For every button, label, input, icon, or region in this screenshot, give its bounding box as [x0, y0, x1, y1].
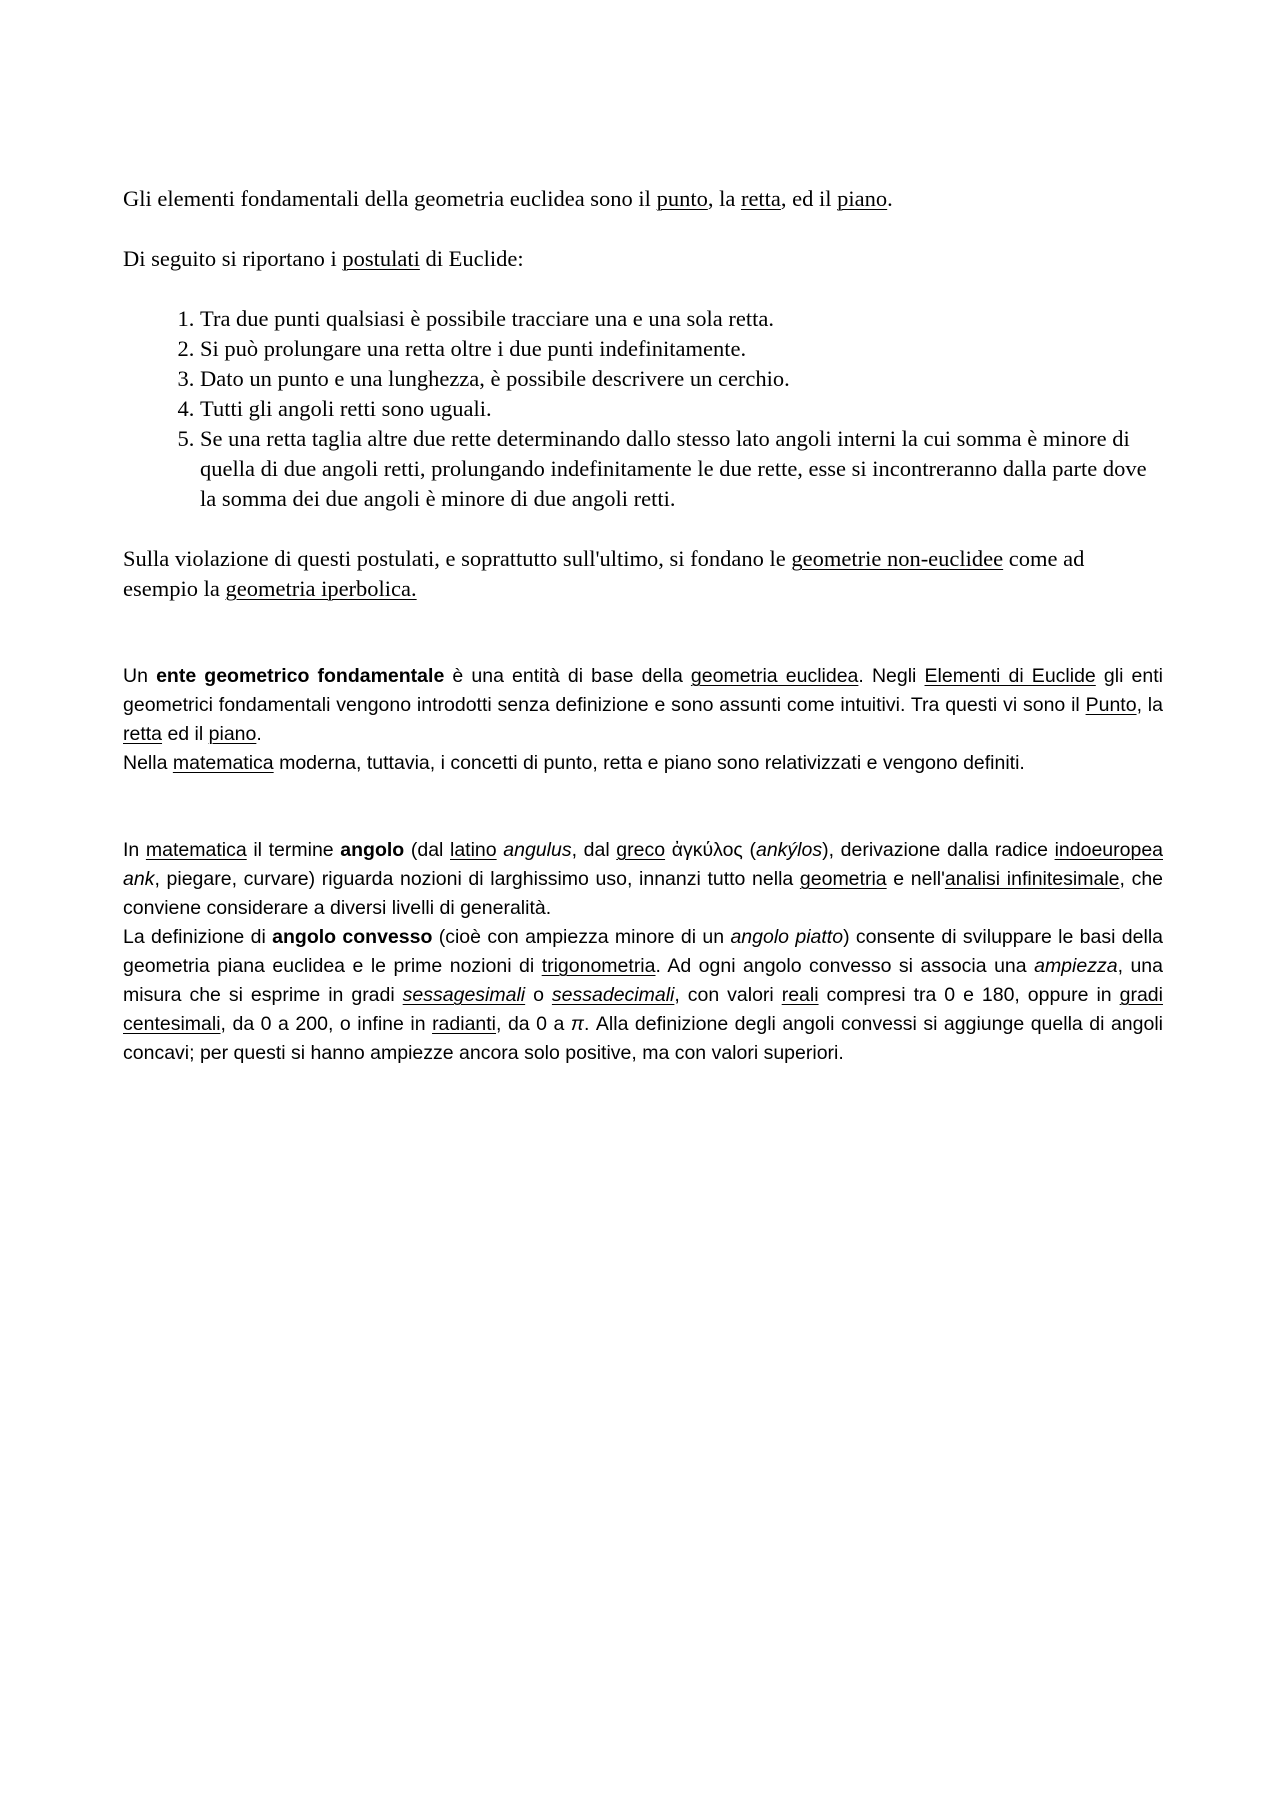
link-sessadecimali[interactable]: sessadecimali: [551, 984, 675, 1006]
link-latino[interactable]: latino: [450, 839, 497, 861]
angolo-convesso-paragraph: [123, 923, 1163, 1068]
text: , la: [707, 186, 741, 211]
text: ἀγκύλος (: [665, 839, 756, 861]
link-matematica[interactable]: matematica: [172, 752, 274, 774]
text: (cioè con ampiezza minore di un: [432, 926, 731, 948]
angolo-paragraph: [123, 836, 1163, 923]
link-piano[interactable]: piano: [837, 186, 888, 211]
text: . Negli: [858, 665, 925, 687]
ente-modern-paragraph: [123, 749, 1163, 778]
italic-term: ank: [123, 868, 155, 890]
text: .: [887, 186, 893, 211]
text: ) consente di sviluppare le basi della geometria piana euclidea e le prime nozioni di: [123, 926, 1163, 977]
postulate-item: 2. Si può prolungare una retta oltre i due punti indefinitamente.: [200, 334, 1163, 364]
postulate-item: 1. Tra due punti qualsiasi è possibile tracciare una e una sola retta.: [200, 304, 1163, 334]
text: come ad esempio la: [123, 546, 1085, 601]
text: , ed il: [780, 186, 838, 211]
text: , piegare, curvare) riguarda nozioni di larghissimo uso, innanzi tutto nella: [154, 868, 800, 890]
text: , dal: [571, 839, 617, 861]
bold-term: angolo convesso: [272, 926, 433, 948]
text: di Euclide:: [419, 246, 524, 271]
link-geometria[interactable]: geometria: [799, 868, 887, 890]
link-radianti[interactable]: radianti: [432, 1013, 497, 1035]
link-analisi-infinitesimale[interactable]: analisi infinitesimale: [944, 868, 1120, 890]
text: , da 0 a 200, o infine in: [220, 1013, 433, 1035]
postulates-intro: [123, 244, 1163, 274]
text: . Ad ogni angolo convesso si associa una: [655, 955, 1035, 977]
text: ), derivazione dalla radice: [822, 839, 1055, 861]
italic-term: π: [570, 1013, 584, 1035]
text: o: [525, 984, 552, 1006]
link-postulati[interactable]: postulati: [342, 246, 420, 271]
ente-section: [123, 662, 1163, 778]
text: Gli elementi fondamentali della geometria euclidea sono il: [123, 186, 657, 211]
text: compresi tra 0 e 180, oppure in: [818, 984, 1120, 1006]
bold-term: ente geometrico fondamentale: [156, 665, 445, 687]
text: , da 0 a: [496, 1013, 571, 1035]
text: , che conviene considerare a diversi livelli di generalità.: [123, 868, 1164, 919]
text: ed il: [162, 723, 209, 745]
angolo-section: [123, 836, 1163, 1068]
postulates-list: [123, 304, 1163, 514]
link-retta[interactable]: retta: [740, 186, 781, 211]
postulate-item: 5. Se una retta taglia altre due rette determinando dallo stesso lato angoli interni la cui somma è minore di quella di due angoli retti, prolungando indefinitamente le due rette, esse si incontreranno dalla parte dove la somma dei due angoli è minore di due angoli retti.: [200, 424, 1163, 514]
text: Un: [123, 665, 157, 687]
postulate-item: 4. Tutti gli angoli retti sono uguali.: [200, 394, 1163, 424]
link-reali[interactable]: reali: [781, 984, 819, 1006]
text: , la: [1136, 694, 1163, 716]
italic-term: ampiezza: [1034, 955, 1118, 977]
link-indoeuropea[interactable]: indoeuropea: [1054, 839, 1164, 861]
link-gradi-centesimali[interactable]: gradi centesimali: [123, 984, 1163, 1035]
text: Di seguito si riportano i: [123, 246, 343, 271]
text: . Alla definizione degli angoli convessi si aggiunge quella di angoli concavi; per questi si hanno ampiezze ancora solo positive, ma con valori superiori.: [123, 1013, 1163, 1064]
ente-paragraph: [123, 662, 1163, 749]
link-matematica[interactable]: matematica: [145, 839, 247, 861]
text: .: [256, 723, 262, 745]
text: Nella: [123, 752, 173, 774]
link-greco[interactable]: greco: [616, 839, 666, 861]
text: , una misura che si esprime in gradi: [123, 955, 1163, 1006]
italic-term: angulus: [503, 839, 572, 861]
text: e nell': [886, 868, 945, 890]
text: (dal: [404, 839, 450, 861]
italic-term: ankýlos: [755, 839, 823, 861]
link-punto[interactable]: punto: [656, 186, 708, 211]
bold-term: angolo: [340, 839, 405, 861]
link-sessagesimali[interactable]: sessagesimali: [402, 984, 526, 1006]
text: In: [123, 839, 146, 861]
document-body: [123, 184, 1163, 1068]
link-geometria-iperbolica[interactable]: geometria iperbolica.: [225, 576, 417, 601]
link-geometria-euclidea[interactable]: geometria euclidea: [690, 665, 859, 687]
text: moderna, tuttavia, i concetti di punto, retta e piano sono relativizzati e vengono definiti.: [273, 752, 1025, 774]
text: La definizione di: [123, 926, 273, 948]
text: gli enti geometrici fondamentali vengono introdotti senza definizione e sono assunti come intuitivi. Tra questi vi sono il: [123, 665, 1163, 716]
link-trigonometria[interactable]: trigonometria: [541, 955, 656, 977]
text: il termine: [246, 839, 341, 861]
link-retta[interactable]: retta: [123, 723, 163, 745]
link-piano[interactable]: piano: [208, 723, 257, 745]
link-punto[interactable]: Punto: [1085, 694, 1137, 716]
intro-paragraph: [123, 184, 1163, 214]
text: , con valori: [674, 984, 782, 1006]
italic-term: angolo piatto: [730, 926, 844, 948]
link-elementi-di-euclide[interactable]: Elementi di Euclide: [924, 665, 1096, 687]
non-euclidean-paragraph: [123, 544, 1163, 604]
text: Sulla violazione di questi postulati, e soprattutto sull'ultimo, si fondano le: [123, 546, 792, 571]
postulate-item: 3. Dato un punto e una lunghezza, è possibile descrivere un cerchio.: [200, 364, 1163, 394]
link-geometrie-non-euclidee[interactable]: geometrie non-euclidee: [791, 546, 1004, 571]
text: è una entità di base della: [444, 665, 691, 687]
